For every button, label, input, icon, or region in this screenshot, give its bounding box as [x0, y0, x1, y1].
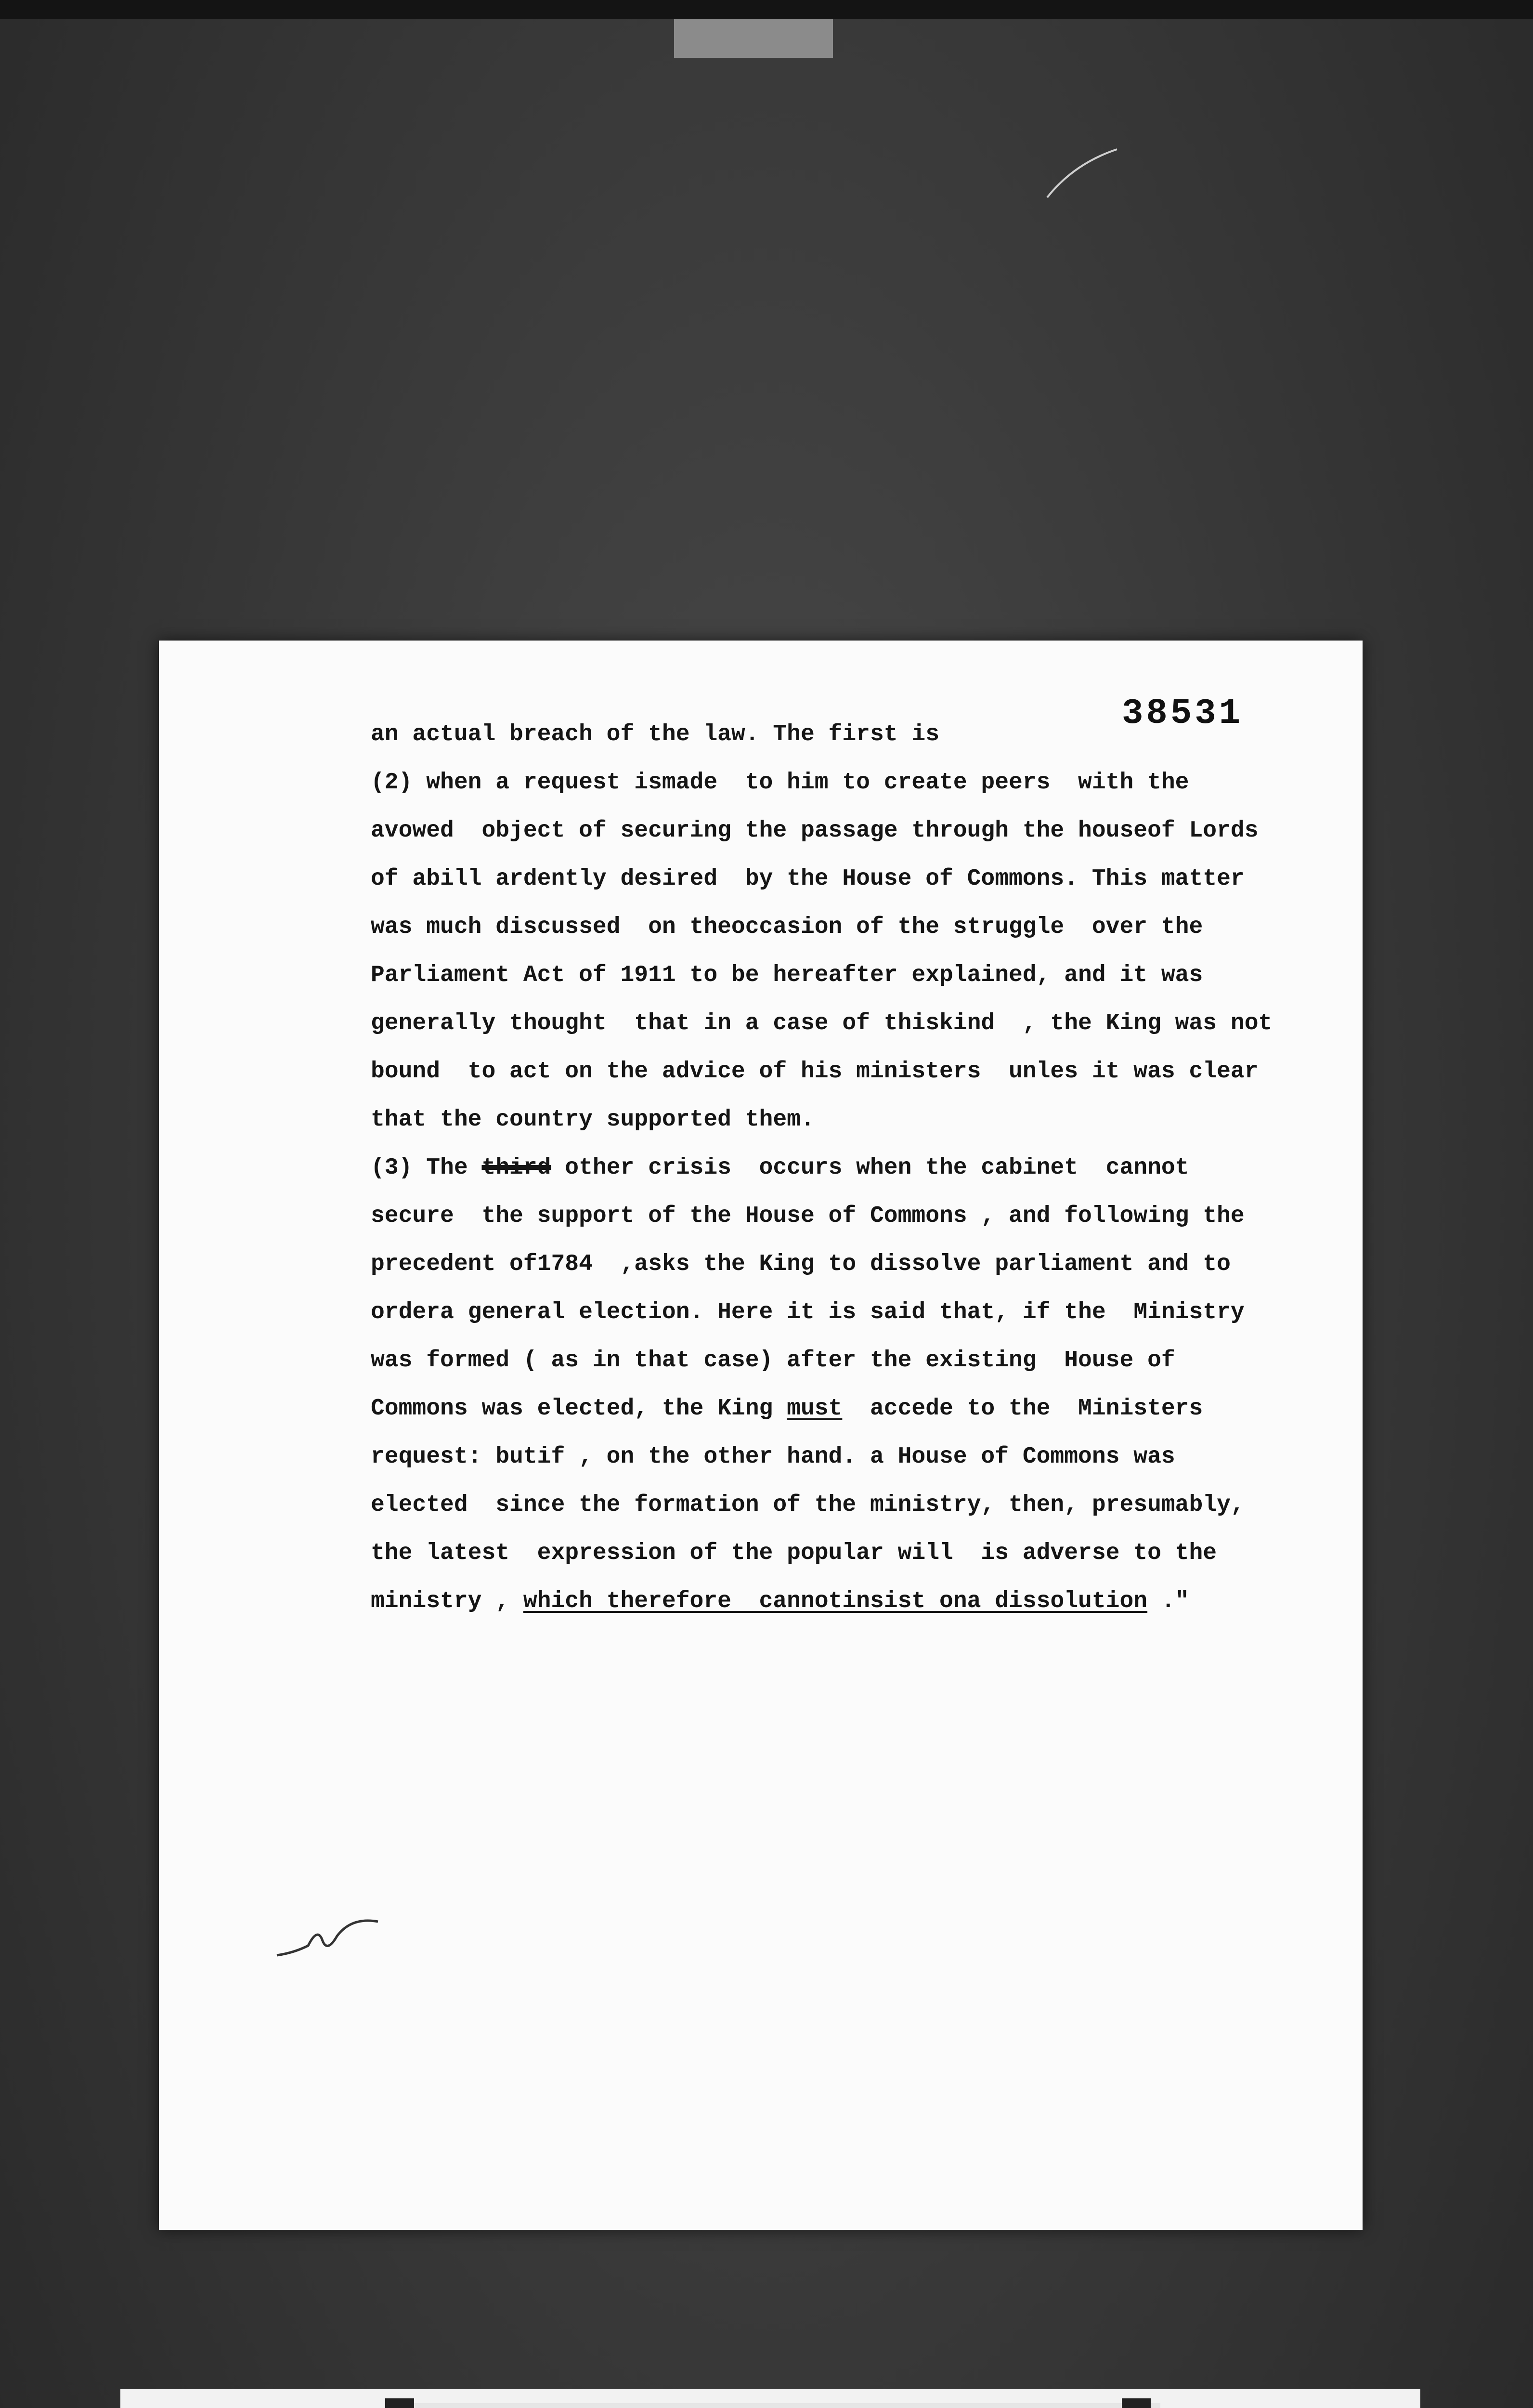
text-line-last [371, 1577, 1314, 1625]
text-line: elected since the formation of the ministry, then, presumably, [371, 1492, 1245, 1518]
label-clip-left [385, 2398, 414, 2408]
text-line-para3 [371, 1144, 1314, 1192]
page-number: 38531 [1122, 694, 1244, 734]
underlined-must: must [787, 1396, 843, 1422]
text-line: the latest expression of the popular will is adverse to the [371, 1540, 1217, 1566]
last-after: ." [1147, 1588, 1189, 1614]
must-before: Commons was elected, the King [371, 1396, 787, 1422]
text-line: precedent of1784 ,asks the King to dissolve parliament and to [371, 1251, 1231, 1277]
text-line: Parliament Act of 1911 to be hereafter explained, and it was [371, 962, 1203, 988]
text-line: was formed ( as in that case) after the existing House of [371, 1348, 1175, 1374]
text-line: (2) when a request ismade to him to create peers with the [371, 770, 1189, 796]
underlined-phrase: which therefore cannotinsist ona dissolution [523, 1588, 1148, 1614]
film-edge-top [0, 0, 1533, 19]
typed-text [371, 710, 1314, 1625]
must-after: accede to the Ministers [842, 1396, 1203, 1422]
para3-rest: other crisis occurs when the cabinet cannot [551, 1155, 1189, 1181]
text-line: avowed object of securing the passage through the houseof Lords [371, 818, 1259, 844]
series-label-strip [400, 2403, 1160, 2408]
text-line: was much discussed on theoccasion of the struggle over the [371, 914, 1203, 940]
last-before: ministry , [371, 1588, 523, 1614]
dust-hair [1045, 144, 1122, 202]
text-line: request: butif , on the other hand. a House of Commons was [371, 1444, 1175, 1470]
text-line-must [371, 1385, 1314, 1433]
text-line: secure the support of the House of Commons , and following the [371, 1203, 1245, 1229]
text-line: bound to act on the advice of his ministers unles it was clear [371, 1059, 1259, 1085]
top-tape [674, 19, 833, 58]
text-line: of abill ardently desired by the House of Commons. This matter [371, 866, 1245, 892]
pen-squiggle [274, 1907, 380, 1965]
struck-word: third [481, 1155, 551, 1181]
text-line: that the country supported them. [371, 1107, 815, 1133]
text-line: ordera general election. Here it is said that, if the Ministry [371, 1299, 1245, 1325]
label-clip-right [1122, 2398, 1151, 2408]
para3-prefix: (3) The [371, 1155, 482, 1181]
text-line: generally thought that in a case of thiskind , the King was not [371, 1010, 1273, 1036]
text-line: an actual breach of the law. The first is [371, 721, 939, 747]
